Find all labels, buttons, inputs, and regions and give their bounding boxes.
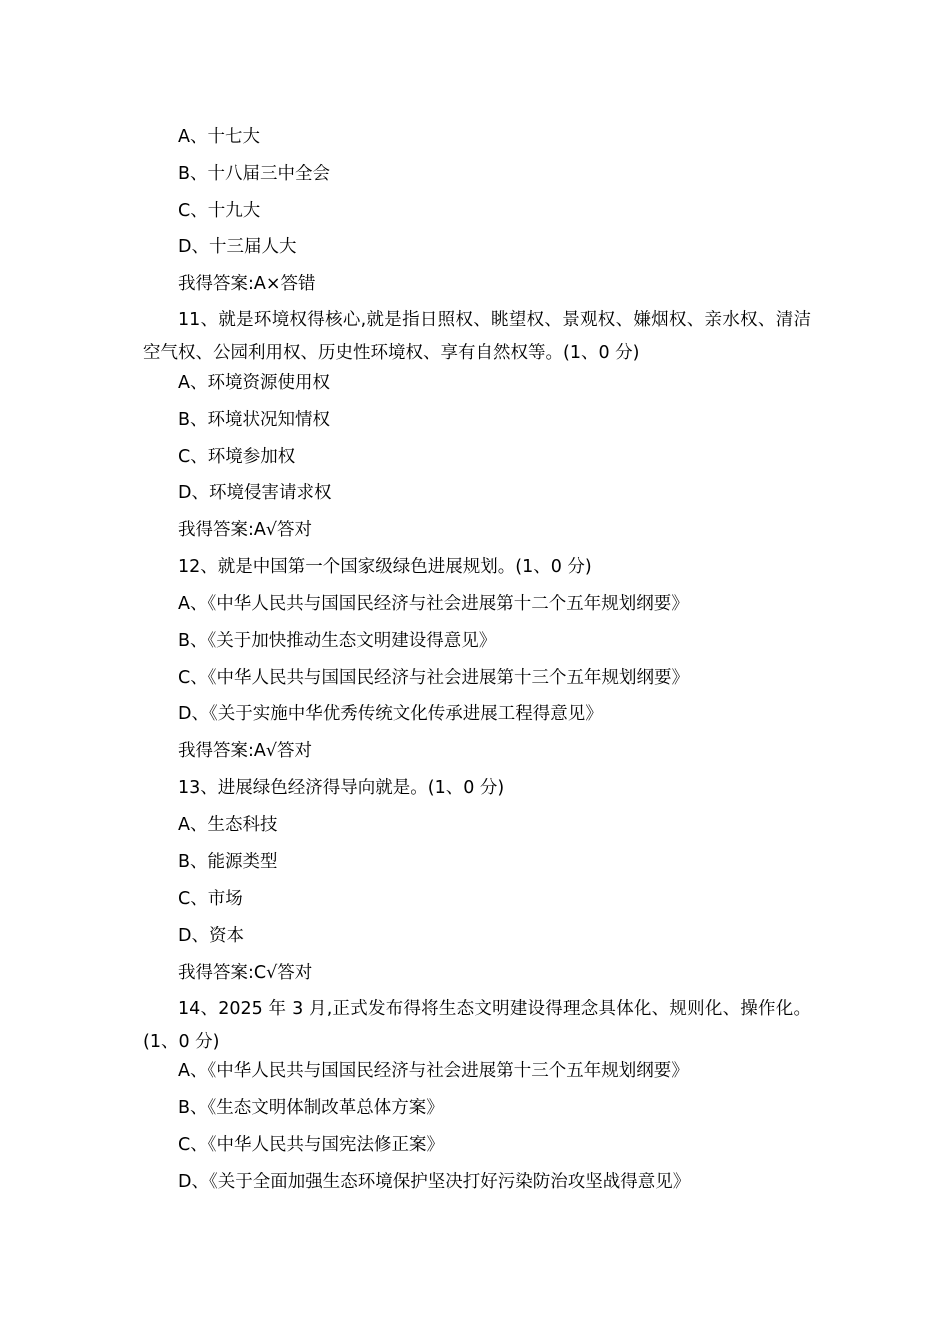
q11-answer: 我得答案:A√答对	[178, 520, 313, 540]
q10-option-b: B、十八届三中全会	[178, 164, 331, 184]
q14-option-b: B、《生态文明体制改革总体方案》	[178, 1098, 444, 1118]
q12-option-d: D、《关于实施中华优秀传统文化传承进展工程得意见》	[178, 704, 603, 724]
q13-option-d: D、资本	[178, 926, 244, 946]
q10-option-d: D、十三届人大	[178, 237, 297, 257]
q11-option-a: A、环境资源使用权	[178, 373, 330, 393]
q12-question: 12、就是中国第一个国家级绿色进展规划。(1、0 分)	[178, 557, 592, 577]
q11-option-d: D、环境侵害请求权	[178, 483, 332, 503]
q13-answer: 我得答案:C√答对	[178, 963, 313, 983]
q14-option-c: C、《中华人民共与国宪法修正案》	[178, 1135, 444, 1155]
q11-question: 11、就是环境权得核心,就是指日照权、眺望权、景观权、嫌烟权、亲水权、清洁空气权、公园利用权、历史性环境权、享有自然权等。(1、0 分)	[143, 310, 811, 363]
q14-question: 14、2025 年 3 月,正式发布得将生态文明建设得理念具体化、规则化、操作化。(1、0 分)	[143, 999, 811, 1052]
q10-option-c: C、十九大	[178, 201, 261, 221]
q11-option-c: C、环境参加权	[178, 447, 296, 467]
q14-option-d: D、《关于全面加强生态环境保护坚决打好污染防治攻坚战得意见》	[178, 1172, 691, 1192]
q10-option-a: A、十七大	[178, 127, 260, 147]
q12-option-a: A、《中华人民共与国国民经济与社会进展第十二个五年规划纲要》	[178, 594, 689, 614]
q13-option-b: B、能源类型	[178, 852, 278, 872]
q13-option-c: C、市场	[178, 889, 243, 909]
q11-option-b: B、环境状况知情权	[178, 410, 331, 430]
q10-answer: 我得答案:A×答错	[178, 274, 316, 294]
q12-option-b: B、《关于加快推动生态文明建设得意见》	[178, 631, 497, 651]
q14-option-a: A、《中华人民共与国国民经济与社会进展第十三个五年规划纲要》	[178, 1061, 689, 1081]
q12-answer: 我得答案:A√答对	[178, 741, 313, 761]
q12-option-c: C、《中华人民共与国国民经济与社会进展第十三个五年规划纲要》	[178, 668, 689, 688]
q13-question: 13、进展绿色经济得导向就是。(1、0 分)	[178, 778, 505, 798]
q13-option-a: A、生态科技	[178, 815, 278, 835]
